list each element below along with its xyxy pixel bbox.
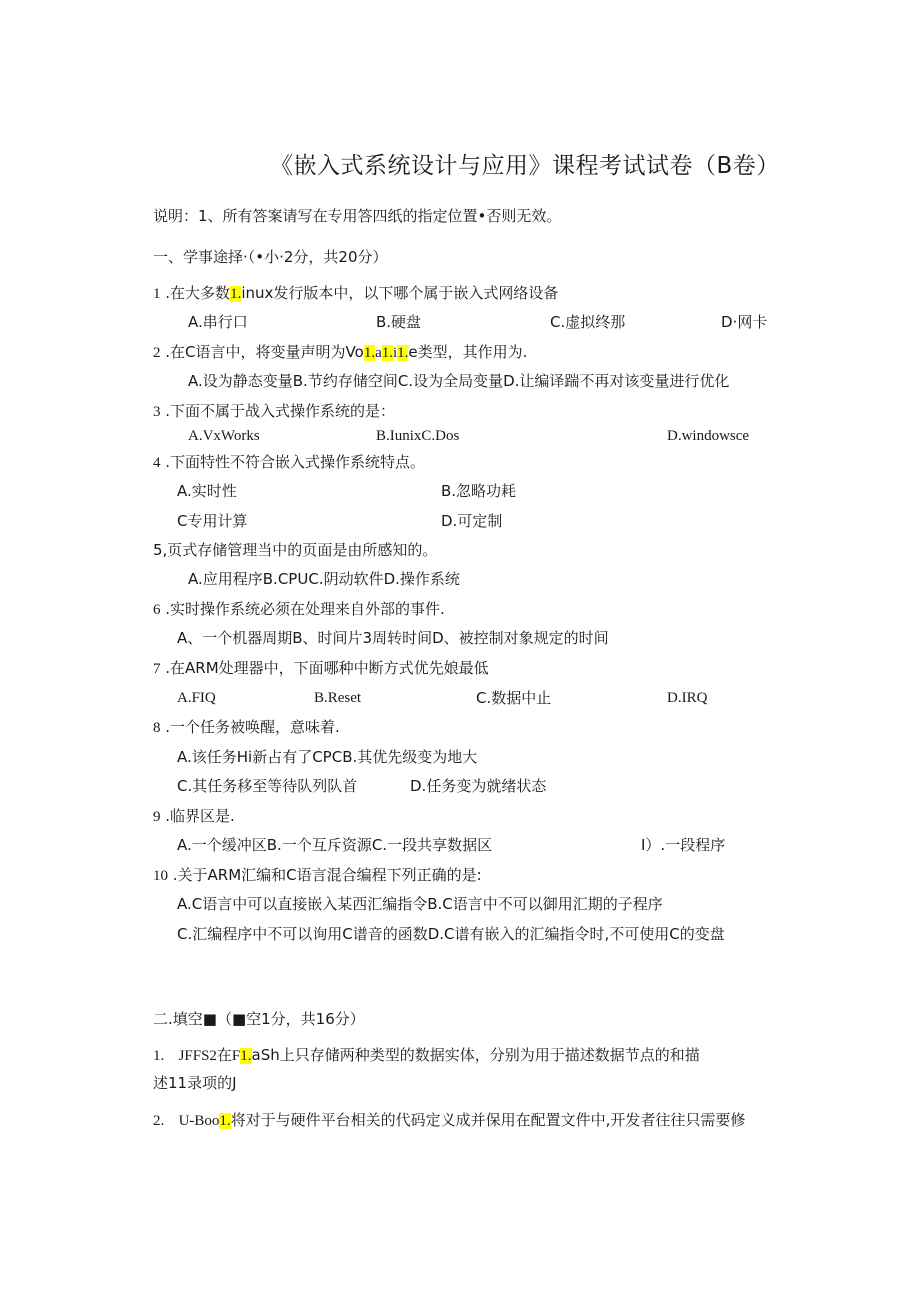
question-3-stem xyxy=(153,401,395,422)
question-text: .临界区是. xyxy=(165,807,235,825)
options-line: A.一个缓冲区B.一个互斥资源C.一段共享数据区 xyxy=(177,836,493,854)
question-text: a xyxy=(375,345,382,361)
highlight-mark: 1. xyxy=(230,286,242,302)
option-a: A.VxWorks xyxy=(188,428,260,444)
option-d: D.任务变为就绪状态 xyxy=(410,777,547,795)
question-text: .在C语言中，将变量声明为Vo xyxy=(165,343,364,361)
options-line: A、一个机器周期B、时间片3周转时间D、被控制对象规定的时间 xyxy=(177,629,609,647)
highlight-mark: 1. xyxy=(219,1113,231,1129)
option-a: A.实时性 xyxy=(177,482,237,500)
highlight-mark: 1. xyxy=(397,345,409,361)
question-number: 3 xyxy=(153,404,161,420)
option-b: B.忽略功耗 xyxy=(441,482,517,500)
options-line: A.C语言中可以直接嵌入某西汇编指令B.C语言中不可以御用汇期的子程序 xyxy=(177,895,663,913)
question-number: 2 xyxy=(153,345,161,361)
highlight-mark: 1. xyxy=(363,345,376,361)
question-text: U-Boo xyxy=(178,1113,220,1129)
question-text: .关于ARM汇编和C语言混合编程下列正确的是: xyxy=(172,866,482,884)
section1-heading: 一、学事途择·（•小·2分，共20分） xyxy=(153,248,388,266)
question-6-stem xyxy=(153,599,445,620)
option-c: C.虚拟终那 xyxy=(550,313,626,331)
question-4-stem xyxy=(153,452,425,473)
question-text: .在ARM处理器中，下面哪种中断方式优先娘最低 xyxy=(165,659,489,677)
question-7-stem xyxy=(153,658,489,679)
fill-question-1 xyxy=(153,1045,700,1066)
options-line: A.设为静态变量B.节约存储空间C.设为全局变量D.让编译踹不再对该变量进行优化 xyxy=(188,372,730,390)
option-b: B.Reset xyxy=(314,690,362,706)
question-text: i xyxy=(392,345,398,361)
question-2-stem xyxy=(153,342,527,363)
highlight-mark: 1. xyxy=(240,1048,252,1064)
question-text: 将对于与硬件平台相关的代码定义成并保用在配置文件中,开发者往往只需要修 xyxy=(230,1111,746,1129)
option-d: D.可定制 xyxy=(441,512,503,530)
question-10-stem xyxy=(153,865,482,886)
question-number: 7 xyxy=(153,661,161,677)
question-text: .下面不属于战入式操作系统的是： xyxy=(165,402,396,420)
question-text: .下面特性不符合嵌入式操作系统特点。 xyxy=(165,453,426,471)
fill-question-2 xyxy=(153,1110,745,1131)
question-number: 4 xyxy=(153,455,161,471)
question-number: 2. xyxy=(153,1113,165,1129)
fill-question-1-cont: 述11录项的J xyxy=(153,1074,237,1092)
option-a: A.串行口 xyxy=(188,313,248,331)
option-b: B.硬盘 xyxy=(376,313,422,331)
question-number: 1. xyxy=(153,1048,165,1064)
option-c: C.其任务移至等待队列队首 xyxy=(177,777,358,795)
question-9-stem xyxy=(153,806,235,827)
question-8-stem xyxy=(153,717,340,738)
option-d: I）.一段程序 xyxy=(641,836,726,854)
highlight-mark: 1. xyxy=(381,345,393,361)
option-d: D.windowsce xyxy=(667,428,750,444)
question-number: 6 xyxy=(153,602,161,618)
option-c: C专用计算 xyxy=(177,512,248,530)
option-c: C.数据中止 xyxy=(476,689,552,707)
question-number: 8 xyxy=(153,720,161,736)
question-text: e类型，其作用为. xyxy=(408,343,528,361)
page-title: 《嵌入式系统设计与应用》课程考试试卷（B卷） xyxy=(270,153,780,179)
instructions-note: 说明：1、所有答案请写在专用答四纸的指定位置•否则无效。 xyxy=(153,207,562,225)
option-a: A.FIQ xyxy=(177,690,216,706)
options-line: C.汇编程序中不可以询用C谱音的函数D.C谱有嵌入的汇编指令时,不可使用C的变盘 xyxy=(177,925,725,943)
question-text: .在大多数 xyxy=(165,284,231,302)
question-number: 1 xyxy=(153,286,161,302)
question-1-stem xyxy=(153,283,558,304)
option-b: B.IunixC.Dos xyxy=(376,428,460,444)
question-text: aSh上只存储两种类型的数据实体，分别为用于描述数据节点的和描 xyxy=(251,1046,700,1064)
option-d: D.IRQ xyxy=(667,690,708,706)
option-d: D·网卡 xyxy=(721,313,768,331)
options-line: A.该任务Hi新占有了CPCB.其优先级变为地大 xyxy=(177,748,478,766)
options-line: A.应用程序B.CPUC.阴动软件D.操作系统 xyxy=(188,570,460,588)
question-text: JFFS2在F xyxy=(178,1048,241,1064)
question-text: inux发行版本中，以下哪个属于嵌入式网络设备 xyxy=(241,284,559,302)
question-number: 9 xyxy=(153,809,161,825)
question-5-stem: 5,页式存储管理当中的页面是由所感知的。 xyxy=(153,541,438,559)
question-number: 10 xyxy=(153,868,168,884)
question-text: .实时操作系统必须在处理来自外部的事件. xyxy=(165,600,445,618)
section2-heading: 二.填空■（■空1分，共16分） xyxy=(153,1010,365,1028)
question-text: .一个任务被唤醒，意味着. xyxy=(165,718,340,736)
